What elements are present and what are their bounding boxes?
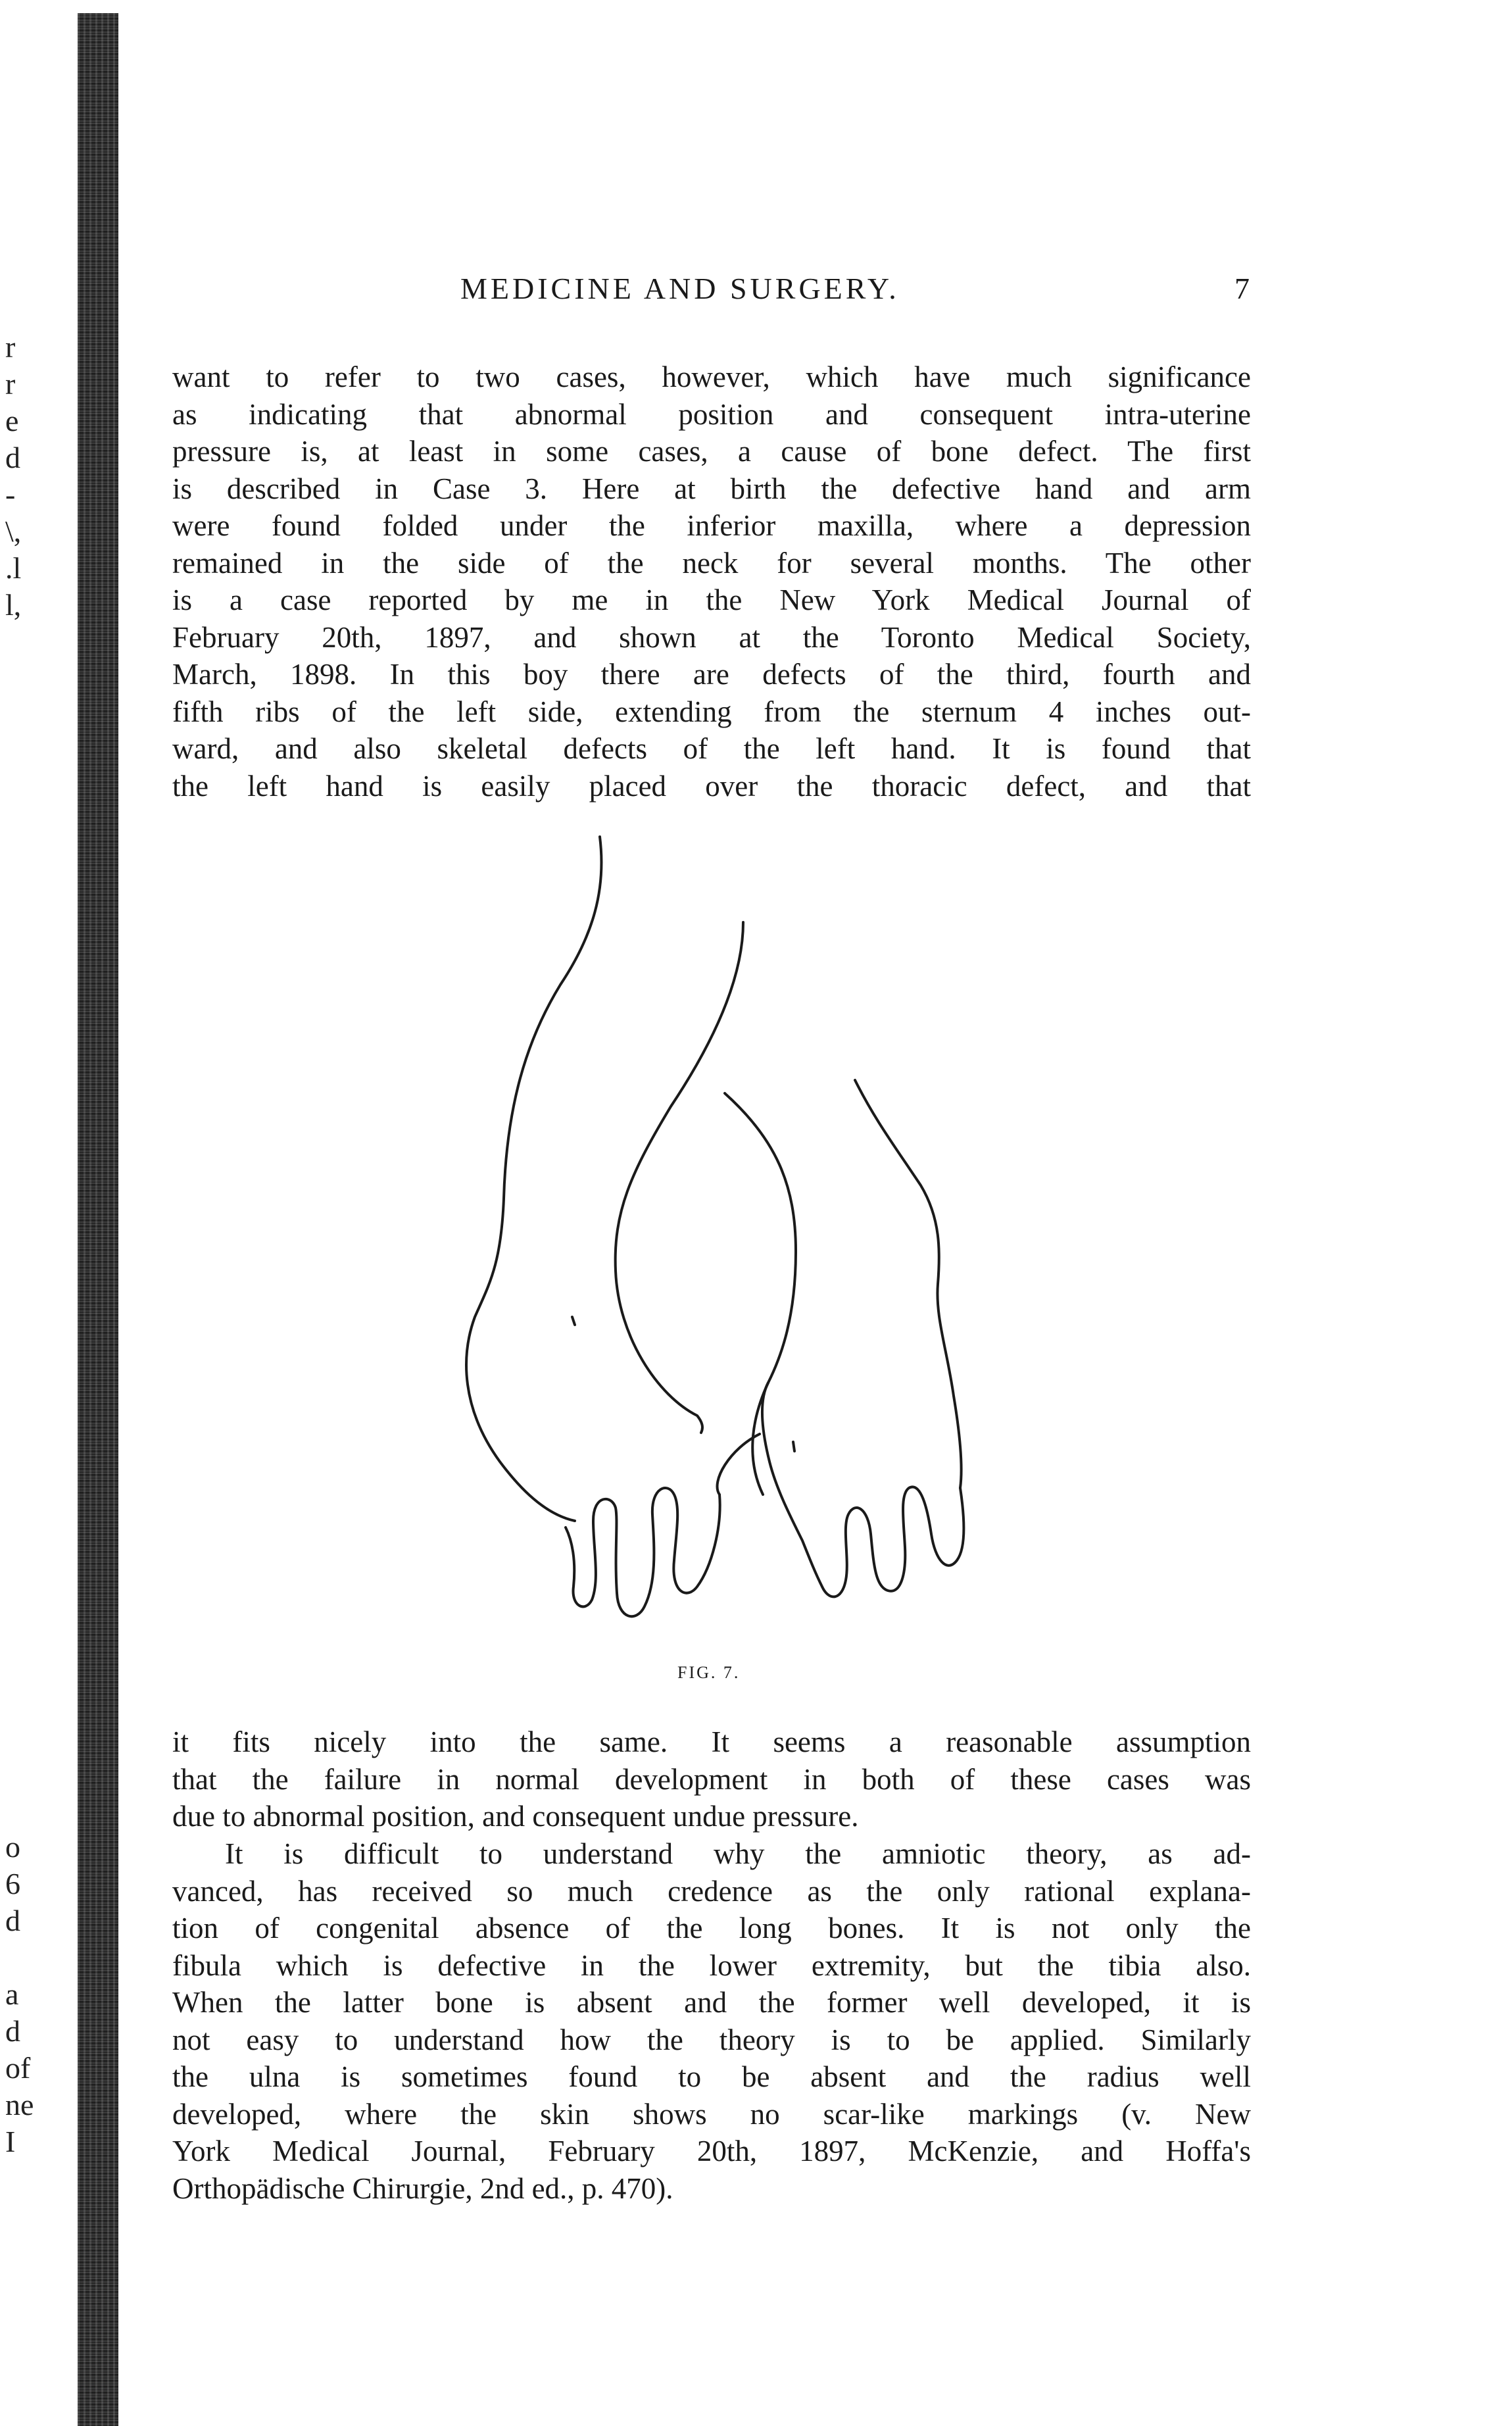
text-line: vanced, has received so much credence as the only rational explana- — [172, 1874, 1251, 1908]
text-line: is described in Case 3. Here at birth the defective hand and arm — [172, 472, 1251, 505]
margin-char: I — [5, 2125, 16, 2158]
paragraph-1 — [172, 359, 1251, 805]
text-line: fifth ribs of the left side, extending from the sternum 4 inches out- — [172, 695, 1251, 728]
book-spine-shadow — [78, 13, 118, 2426]
margin-char: d — [5, 1904, 20, 1937]
text-line: not easy to understand how the theory is to be applied. Similarly — [172, 2023, 1251, 2056]
running-title: MEDICINE AND SURGERY. — [460, 272, 900, 305]
text-line: When the latter bone is absent and the former well developed, it is — [172, 1986, 1251, 2019]
text-line: is a case reported by me in the New York Medical Journal of — [172, 583, 1251, 616]
margin-char: \, — [5, 514, 22, 548]
text-line: pressure is, at least in some cases, a cause of bone defect. The first — [172, 435, 1251, 468]
text-line: fibula which is defective in the lower extremity, but the tibia also. — [172, 1948, 1251, 1982]
margin-char: d — [5, 2014, 20, 2048]
text-line: February 20th, 1897, and shown at the Toronto Medical Society, — [172, 620, 1251, 654]
left-leg-inner-outline — [616, 922, 743, 1433]
text-line: that the failure in normal development in both of these cases was — [172, 1762, 1251, 1796]
right-leg-outline — [725, 1093, 963, 1597]
margin-char: .l — [5, 551, 22, 585]
margin-char: r — [5, 367, 16, 401]
margin-char: r — [5, 330, 16, 364]
text-line: tion of congenital absence of the long bones. It is not only the — [172, 1912, 1251, 1944]
text-line: as indicating that abnormal position and consequent intra-uterine — [172, 397, 1251, 431]
text-line: York Medical Journal, February 20th, 1897, McKenzie, and Hoffa's — [172, 2135, 1251, 2167]
margin-char — [5, 1939, 34, 1976]
margin-char: d — [5, 441, 20, 474]
text-line: March, 1898. In this boy there are defects of the third, fourth and — [172, 658, 1251, 691]
right-leg-inner-outline — [855, 1080, 962, 1488]
text-line: Orthopädische Chirurgie, 2nd ed., p. 470). — [172, 2171, 673, 2205]
paragraph-3 — [172, 1835, 1251, 2207]
text-line: It is difficult to understand why the amniotic theory, as ad- — [225, 1837, 1251, 1870]
text-line: the ulna is sometimes found to be absent and the radius well — [172, 2060, 1251, 2093]
text-line: due to abnormal position, and consequent undue pressure. — [172, 1800, 859, 1833]
figure-7-feet-drawing — [421, 830, 1013, 1659]
left-ankle-mark — [572, 1317, 575, 1325]
text-line: the left hand is easily placed over the thoracic defect, and that — [172, 769, 1251, 803]
text-line: it fits nicely into the same. It seems a reasonable assumption — [172, 1725, 1251, 1758]
paragraph-2 — [172, 1723, 1251, 1835]
margin-char: a — [5, 1977, 19, 2011]
right-ankle-mark — [793, 1442, 794, 1451]
margin-char: e — [5, 404, 19, 437]
left-foot-toes — [566, 1434, 760, 1616]
margin-char: - — [5, 478, 16, 511]
margin-char: of — [5, 2051, 31, 2085]
text-line: developed, where the skin shows no scar-like markings (v. New — [172, 2097, 1251, 2131]
figure-caption: FIG. 7. — [677, 1663, 741, 1682]
margin-char: 6 — [5, 1867, 20, 1900]
margin-char: ne — [5, 2088, 34, 2121]
text-line: ward, and also skeletal defects of the left hand. It is found that — [172, 732, 1251, 765]
text-line: remained in the side of the neck for several months. The other — [172, 546, 1251, 580]
adjacent-page-margin-bottom — [5, 1829, 34, 2160]
left-leg-outline — [466, 837, 601, 1521]
page-number: 7 — [1234, 272, 1250, 305]
running-header — [171, 271, 1250, 317]
text-line: were found folded under the inferior maxilla, where a depression — [172, 509, 1251, 542]
text-line: want to refer to two cases, however, which have much significance — [172, 360, 1251, 393]
margin-char: o — [5, 1830, 20, 1864]
adjacent-page-margin-top — [5, 329, 21, 624]
margin-char: l, — [5, 588, 22, 622]
